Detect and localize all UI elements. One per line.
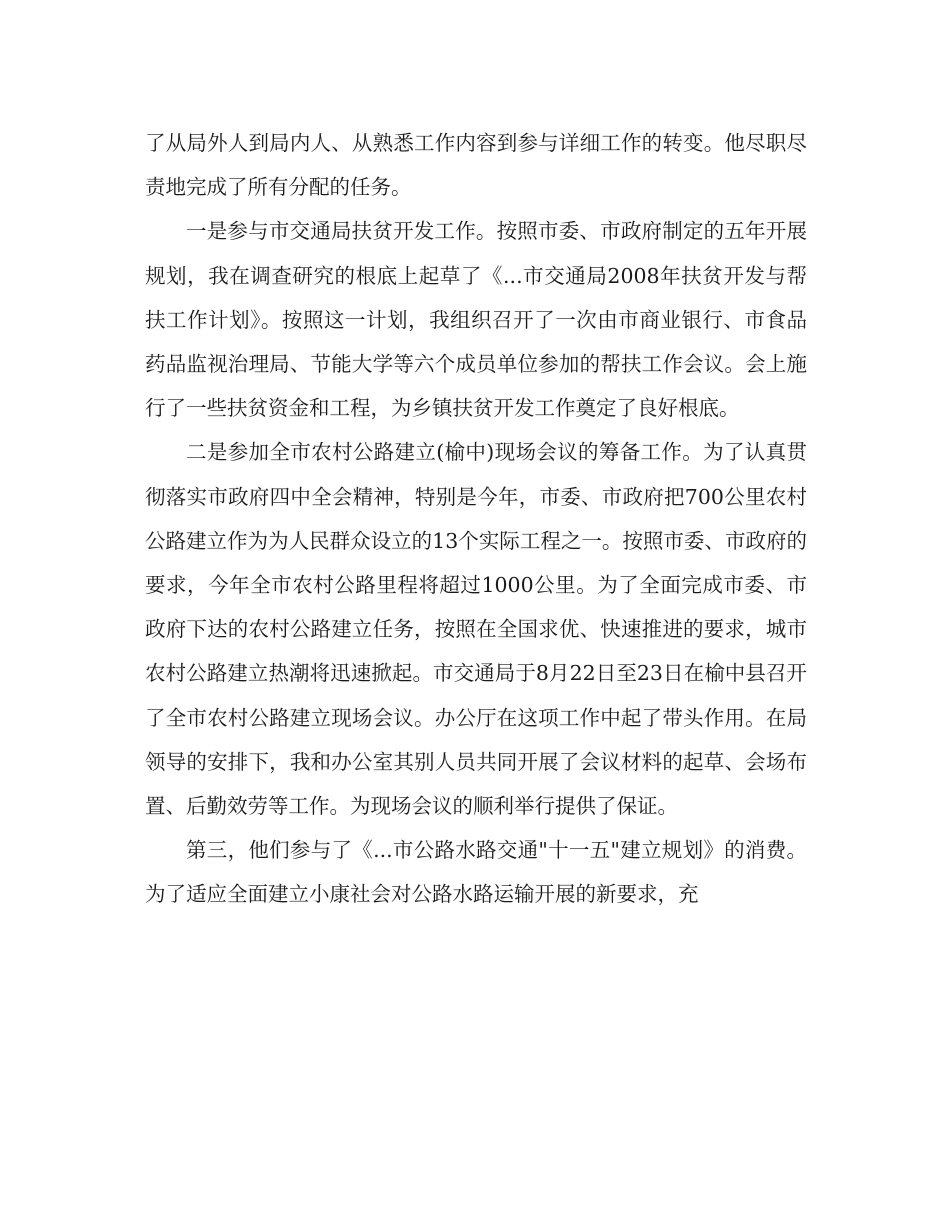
document-body [145, 121, 807, 917]
paragraph-continuation: 了从局外人到局内人、从熟悉工作内容到参与详细工作的转变。他尽职尽责地完成了所有分配的任务。 [145, 131, 807, 200]
paragraph-planning: 第三，他们参与了《...市公路水路交通"十一五"建立规划》的消费。为了适应全面建立小康社会对公路水路运输开展的新要求，充 [145, 838, 807, 907]
paragraph-poverty-alleviation: 一是参与市交通局扶贫开发工作。按照市委、市政府制定的五年开展规划，我在调查研究的根底上起草了《...市交通局2008年扶贫开发与帮扶工作计划》。按照这一计划，我组织召开了一次由市商业银行、市食品药品监视治理局、节能大学等六个成员单位参加的帮扶工作会议。会上施行了一些扶贫资金和工程，为乡镇扶贫开发工作奠定了良好根底。 [145, 219, 807, 421]
paragraph-rural-road-meeting: 二是参加全市农村公路建立(榆中)现场会议的筹备工作。为了认真贯彻落实市政府四中全会精神，特别是今年，市委、市政府把700公里农村公路建立作为为人民群众设立的13个实际工程之一。按照市委、市政府的要求，今年全市农村公路里程将超过1000公里。为了全面完成市委、市政府下达的农村公路建立任务，按照在全国求优、快速推进的要求，城市农村公路建立热潮将迅速掀起。市交通局于8月22日至23日在榆中县召开了全市农村公路建立现场会议。办公厅在这项工作中起了带头作用。在局领导的安排下，我和办公室其别人员共同开展了会议材料的起草、会场布置、后勤效劳等工作。为现场会议的顺利举行提供了保证。 [145, 440, 807, 819]
